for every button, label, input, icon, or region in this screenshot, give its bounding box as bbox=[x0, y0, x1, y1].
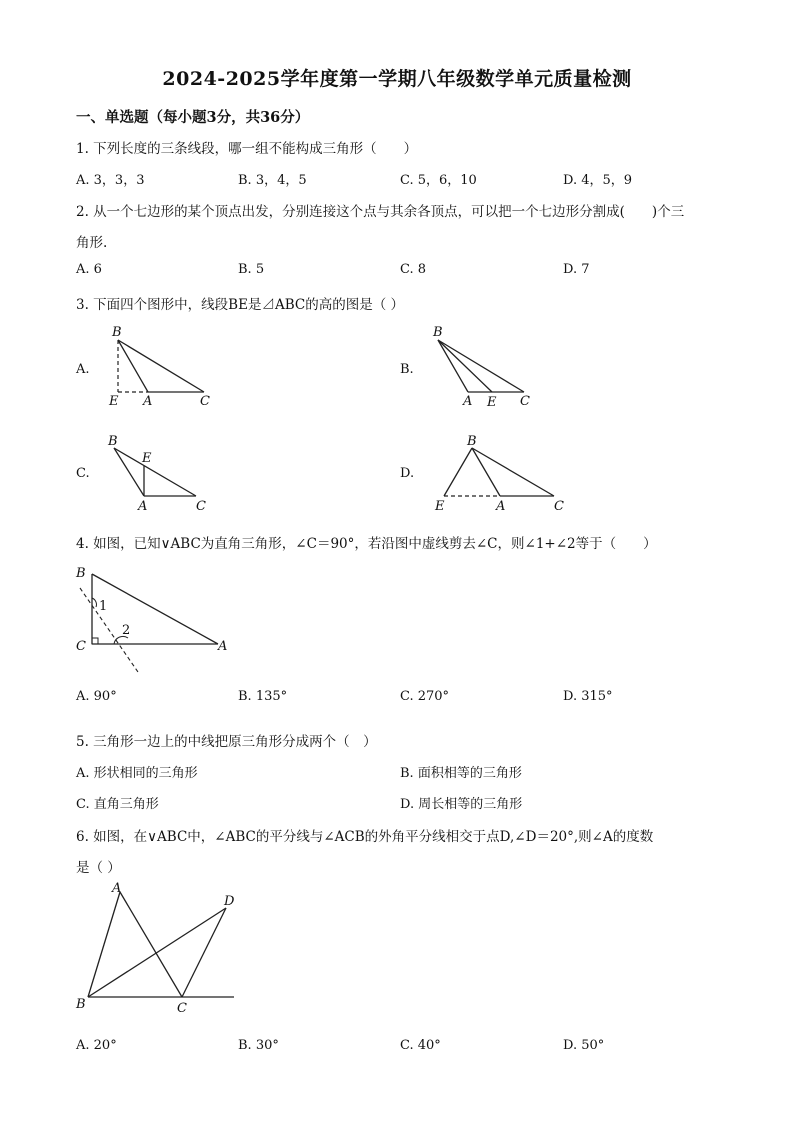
question-2-stem-line1: 2. 从一个七边形的某个顶点出发，分别连接这个点与其余各顶点，可以把一个七边形分割成( )个三 bbox=[76, 204, 685, 220]
question-6-stem-line2: 是（ ） bbox=[76, 860, 121, 876]
label-c: C bbox=[520, 394, 530, 408]
side-ba bbox=[118, 340, 148, 392]
q1-option-b[interactable]: B. 3，4，5 bbox=[238, 173, 307, 188]
label-b: B bbox=[467, 434, 477, 449]
q2-option-d[interactable]: D. 7 bbox=[563, 262, 590, 277]
q3-option-b[interactable]: B. bbox=[400, 362, 414, 377]
q3-figure-c bbox=[100, 432, 220, 516]
q3-figure-a bbox=[100, 326, 230, 408]
side-bc bbox=[438, 340, 524, 392]
q5-option-b[interactable]: B. 面积相等的三角形 bbox=[400, 766, 522, 781]
q6-option-a[interactable]: A. 20° bbox=[76, 1038, 117, 1053]
question-4-stem: 4. 如图，已知∨ABC为直角三角形，∠C＝90°，若沿图中虚线剪去∠C，则∠1+∠2等于（ ） bbox=[76, 536, 657, 552]
side-ac bbox=[120, 892, 182, 997]
label-b: B bbox=[112, 326, 122, 340]
section-header: 一、单选题（每小题3分，共36分） bbox=[76, 109, 310, 126]
q3-option-d[interactable]: D. bbox=[400, 466, 415, 481]
side-ba bbox=[88, 892, 120, 997]
label-a: A bbox=[218, 639, 228, 654]
label-b: B bbox=[108, 434, 118, 449]
label-b: B bbox=[76, 566, 86, 581]
bisector-bd bbox=[88, 908, 226, 997]
label-c: C bbox=[177, 1001, 187, 1016]
label-e: E bbox=[435, 499, 445, 514]
right-angle-mark bbox=[92, 638, 98, 644]
label-e: E bbox=[109, 394, 119, 408]
label-a: A bbox=[143, 394, 153, 408]
q6-figure bbox=[72, 878, 252, 1018]
side-ba bbox=[114, 448, 144, 496]
label-c: C bbox=[200, 394, 210, 408]
label-a: A bbox=[112, 881, 122, 896]
bisector-cd bbox=[182, 908, 226, 997]
segment-be bbox=[444, 448, 472, 496]
question-2-stem-line2: 角形. bbox=[76, 235, 108, 251]
question-5-stem: 5. 三角形一边上的中线把原三角形分成两个（ ） bbox=[76, 734, 377, 750]
question-3-stem: 3. 下面四个图形中，线段BE是⊿ABC的高的图是（ ） bbox=[76, 297, 404, 313]
q5-option-c[interactable]: C. 直角三角形 bbox=[76, 797, 159, 812]
q1-option-d[interactable]: D. 4，5，9 bbox=[563, 173, 633, 188]
label-a: A bbox=[463, 394, 473, 408]
label-b: B bbox=[76, 997, 86, 1012]
label-a: A bbox=[496, 499, 506, 514]
label-d: D bbox=[224, 894, 235, 909]
q3-option-c[interactable]: C. bbox=[76, 466, 90, 481]
q6-option-d[interactable]: D. 50° bbox=[563, 1038, 605, 1053]
q5-option-a[interactable]: A. 形状相同的三角形 bbox=[76, 766, 198, 781]
q4-option-b[interactable]: B. 135° bbox=[238, 689, 288, 704]
q2-option-b[interactable]: B. 5 bbox=[238, 262, 265, 277]
side-bc bbox=[118, 340, 204, 392]
label-e: E bbox=[142, 451, 152, 466]
label-c: C bbox=[196, 499, 206, 514]
question-1-stem: 1. 下列长度的三条线段，哪一组不能构成三角形（ ） bbox=[76, 141, 418, 157]
q6-option-c[interactable]: C. 40° bbox=[400, 1038, 441, 1053]
label-b: B bbox=[433, 326, 443, 340]
side-ba bbox=[472, 448, 500, 496]
q5-option-d[interactable]: D. 周长相等的三角形 bbox=[400, 797, 523, 812]
side-ba bbox=[438, 340, 468, 392]
q4-option-c[interactable]: C. 270° bbox=[400, 689, 450, 704]
label-c: C bbox=[76, 639, 86, 654]
label-angle-1: 1 bbox=[99, 599, 108, 614]
q3-figure-b bbox=[424, 326, 544, 408]
q1-option-c[interactable]: C. 5，6，10 bbox=[400, 173, 477, 188]
q4-option-a[interactable]: A. 90° bbox=[76, 689, 117, 704]
q4-figure bbox=[72, 562, 242, 677]
q3-figure-d bbox=[424, 432, 574, 516]
question-6-stem-line1: 6. 如图，在∨ABC中，∠ABC的平分线与∠ACB的外角平分线相交于点D,∠D＝20°,则∠A的度数 bbox=[76, 829, 654, 845]
label-c: C bbox=[554, 499, 564, 514]
label-a: A bbox=[138, 499, 148, 514]
q3-option-a[interactable]: A. bbox=[76, 362, 90, 377]
q6-option-b[interactable]: B. 30° bbox=[238, 1038, 279, 1053]
q1-option-a[interactable]: A. 3，3，3 bbox=[76, 173, 145, 188]
q2-option-a[interactable]: A. 6 bbox=[76, 262, 102, 277]
page-title: 2024-2025学年度第一学期八年级数学单元质量检测 bbox=[162, 68, 632, 90]
q4-option-d[interactable]: D. 315° bbox=[563, 689, 613, 704]
side-bc bbox=[472, 448, 554, 496]
side-ba bbox=[92, 574, 218, 644]
side-bc bbox=[114, 448, 196, 496]
label-e: E bbox=[487, 395, 497, 408]
segment-be bbox=[438, 340, 492, 392]
q2-option-c[interactable]: C. 8 bbox=[400, 262, 427, 277]
label-angle-2: 2 bbox=[122, 623, 131, 638]
